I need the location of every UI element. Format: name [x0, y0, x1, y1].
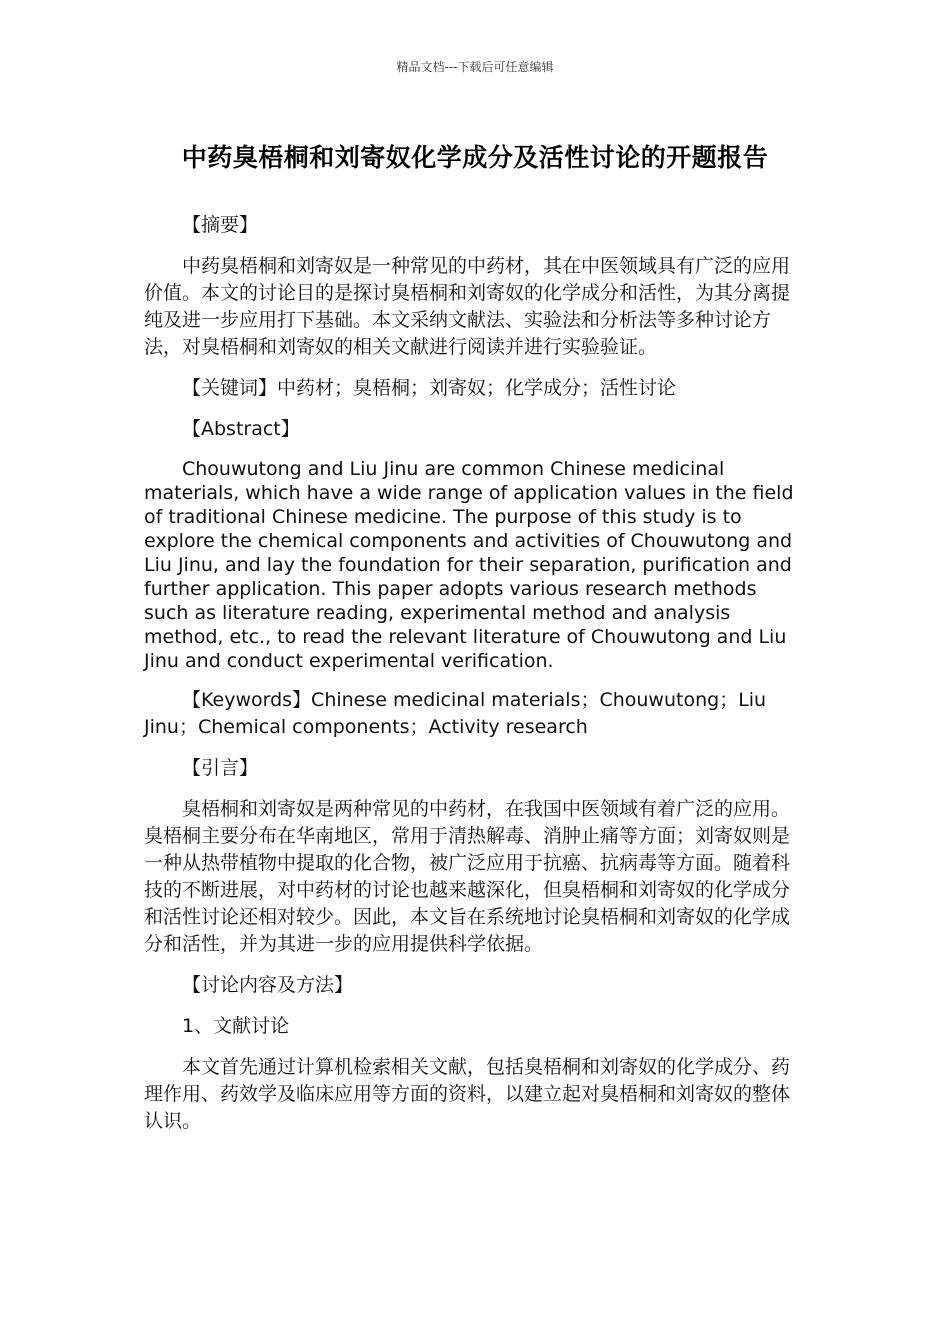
abstract-en-paragraph: Chouwutong and Liu Jinu are common Chinese medicinal materials, which have a wide range of application values in the field of traditional Chinese medicine. The purpose of this study is to explore the chemical components and activities of Chouwutong and Liu Jinu, and lay the foundation for their separation, purification and further application. This paper adopts various research methods such as literature reading, experimental method and analysis method, etc., to read the relevant literature of Chouwutong and Liu Jinu and conduct experimental verification.	[144, 458, 794, 672]
intro-paragraph: 臭梧桐和刘寄奴是两种常见的中药材，在我国中医领域有着广泛的应用。臭梧桐主要分布在华南地区，常用于清热解毒、消肿止痛等方面；刘寄奴则是一种从热带植物中提取的化合物，被广泛应用于抗癌、抗病毒等方面。随着科技的不断进展，对中药材的讨论也越来越深化，但臭梧桐和刘寄奴的化学成分和活性讨论还相对较少。因此，本文旨在系统地讨论臭梧桐和刘寄奴的化学成分和活性，并为其进一步的应用提供科学依据。	[144, 798, 791, 955]
method1-paragraph: 本文首先通过计算机检索相关文献，包括臭梧桐和刘寄奴的化学成分、药理作用、药效学及临床应用等方面的资料，以建立起对臭梧桐和刘寄奴的整体认识。	[144, 1056, 791, 1132]
intro-heading: 【引言】	[182, 757, 259, 779]
abstract-cn-paragraph: 中药臭梧桐和刘寄奴是一种常见的中药材，其在中医领域具有广泛的应用价值。本文的讨论目的是探讨臭梧桐和刘寄奴的化学成分和活性，为其分离提纯及进一步应用打下基础。本文采纳文献法、实验法和分析法等多种讨论方法，对臭梧桐和刘寄奴的相关文献进行阅读并进行实验验证。	[144, 255, 791, 358]
document-title: 中药臭梧桐和刘寄奴化学成分及活性讨论的开题报告	[181, 143, 769, 172]
abstract-cn-heading: 【摘要】	[182, 214, 259, 236]
keywords-cn: 【关键词】中药材；臭梧桐；刘寄奴；化学成分；活性讨论	[182, 377, 677, 399]
document-body	[144, 212, 806, 1149]
methods-heading: 【讨论内容及方法】	[182, 974, 354, 996]
abstract-en-heading: 【Abstract】	[182, 418, 300, 440]
keywords-en: 【Keywords】Chinese medicinal materials；Chouwutong；Liu Jinu；Chemical components；Activity research	[144, 689, 767, 738]
method1-heading: 1、文献讨论	[182, 1015, 290, 1037]
header-note: 精品文档---下载后可任意编辑	[396, 60, 554, 74]
